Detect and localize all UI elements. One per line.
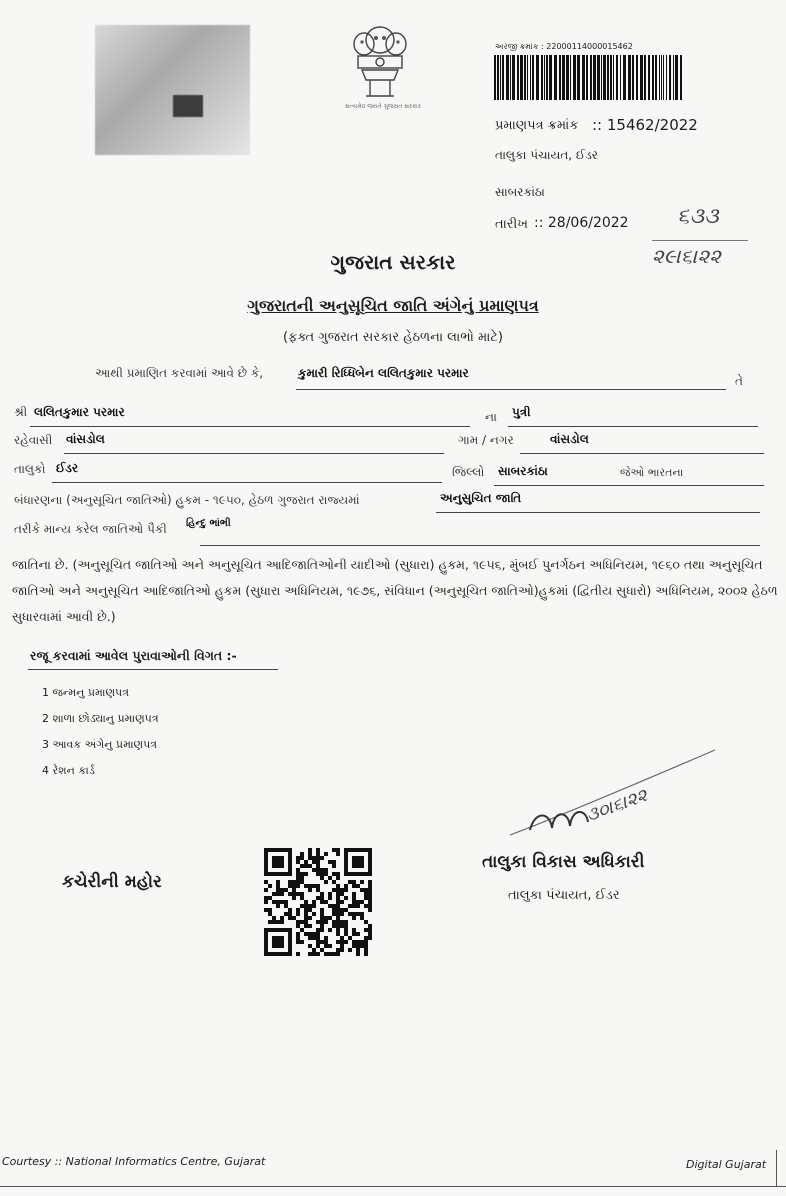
documents-list [42, 680, 159, 784]
document-item: 3 આવક અંગેનુ પ્રમાણપત્ર [42, 738, 158, 751]
taluka-label: તાલુકો [14, 462, 46, 476]
resident-value: વાંસડોલ [66, 432, 105, 446]
certificate-number: :: 15462/2022 [592, 116, 698, 134]
date-label: તારીખ [495, 217, 528, 232]
qr-code [264, 848, 372, 956]
na-text: ના [485, 410, 497, 424]
resident-label: રહેવાસી [14, 433, 53, 447]
village-value: વાંસડોલ [550, 432, 589, 446]
category-value: અનુસુચિત જાતિ [440, 491, 522, 505]
certificate-note: (ફક્ત ગુજરાત સરકાર હેઠળના લાભો માટે) [283, 330, 503, 345]
caste-value: હિન્દુ ભાંભી [186, 518, 231, 529]
district-value: સાબરકાંઠા [498, 464, 548, 478]
legal-paragraph: જાતિના છે. (અનુસૂચિત જાતિઓ અને અનુસૂચિત આદિજાતિઓની યાદીઓ (સુધારા) હુકમ, ૧૯૫૬, મુંબઈ પુનર્ગઠન અધિનિયમ, ૧૯૬૦ તથા અનુસૂચિત જાતિઓ અને અનુસૂચિત આદિજાતિઓ હુકમ (સુધારા અધિનિયમ, ૧૯૭૬, સંવિધાન (અનુસૂચિત જાતિઓ)હુકમાં (દ્વિતીય સુધારો) અધિનિયમ, ૨૦૦૨ હેઠળ સુધારવામાં આવી છે.) [12, 557, 778, 624]
application-number: અરજી ક્રમાંક : 22000114000015462 [495, 42, 633, 51]
village-label: ગામ / નગર [458, 433, 514, 447]
document-item: 4 રેશન કાર્ડ [42, 764, 95, 777]
applicant-photo [95, 25, 250, 155]
handwritten-number: ૬૩૩ [677, 204, 719, 229]
belongs-text: જેઓ ભારતના [620, 466, 684, 479]
relation: પુત્રી [512, 405, 531, 419]
issuing-district: સાબરકાંઠા [495, 185, 545, 199]
signature-date: ૩૦।૬।૨૨ [583, 784, 651, 827]
father-name: લલિતકુમાર પરમાર [34, 405, 125, 419]
barcode [494, 55, 684, 100]
handwritten-date: ૨૯।૬।૨૨ [652, 244, 721, 268]
district-label: જિલ્લો [452, 465, 485, 479]
taluka-value: ઈડર [56, 461, 79, 475]
certificate-number-label: પ્રમાણપત્ર ક્રમાંક [495, 118, 579, 133]
national-emblem-icon [340, 18, 420, 103]
te-text: તે [735, 374, 743, 388]
applicant-name: કુમારી રિધ્ધિબેન લલિતકુમાર પરમાર [298, 366, 469, 380]
footer-courtesy: Courtesy :: National Informatics Centre, Gujarat [2, 1155, 266, 1168]
certificate-title: ગુજરાતની અનુસૂચિત જાતિ અંગેનું પ્રમાણપત્ર [247, 296, 539, 315]
intro-text: આથી પ્રમાણિત કરવામાં આવે છે કે, [95, 366, 264, 380]
emblem-caption: સત્યમેવ જયતે ગુજરાત સરકાર [345, 103, 421, 110]
shri-text: શ્રી [14, 405, 28, 419]
signatory-title: તાલુકા વિકાસ અધિકારી [482, 852, 645, 872]
issue-date: :: 28/06/2022 [534, 215, 629, 231]
government-title: ગુજરાત સરકાર [330, 250, 456, 274]
document-item: 1 જન્મનુ પ્રમાણપત્ર [42, 686, 129, 699]
recognized-text: તરીકે માન્ય કરેલ જાતિઓ પૈકી [14, 522, 167, 536]
document-item: 2 શાળા છોડ્યાનુ પ્રમાણપત્ર [42, 712, 159, 725]
documents-heading: રજૂ કરવામાં આવેલ પુરાવાઓની વિગત :- [30, 648, 237, 663]
order-text: બંધારણના (અનુસૂચિત જાતિઓ) હુકમ - ૧૯૫૦, હેઠળ ગુજરાત રાજ્યમાં [14, 493, 360, 507]
signatory-office: તાલુકા પંચાયત, ઈડર [508, 888, 620, 903]
issuing-office: તાલુકા પંચાયત, ઈડર [495, 148, 598, 162]
footer-brand: Digital Gujarat [686, 1158, 767, 1171]
office-seal-label: કચેરીની મહોર [62, 872, 162, 892]
